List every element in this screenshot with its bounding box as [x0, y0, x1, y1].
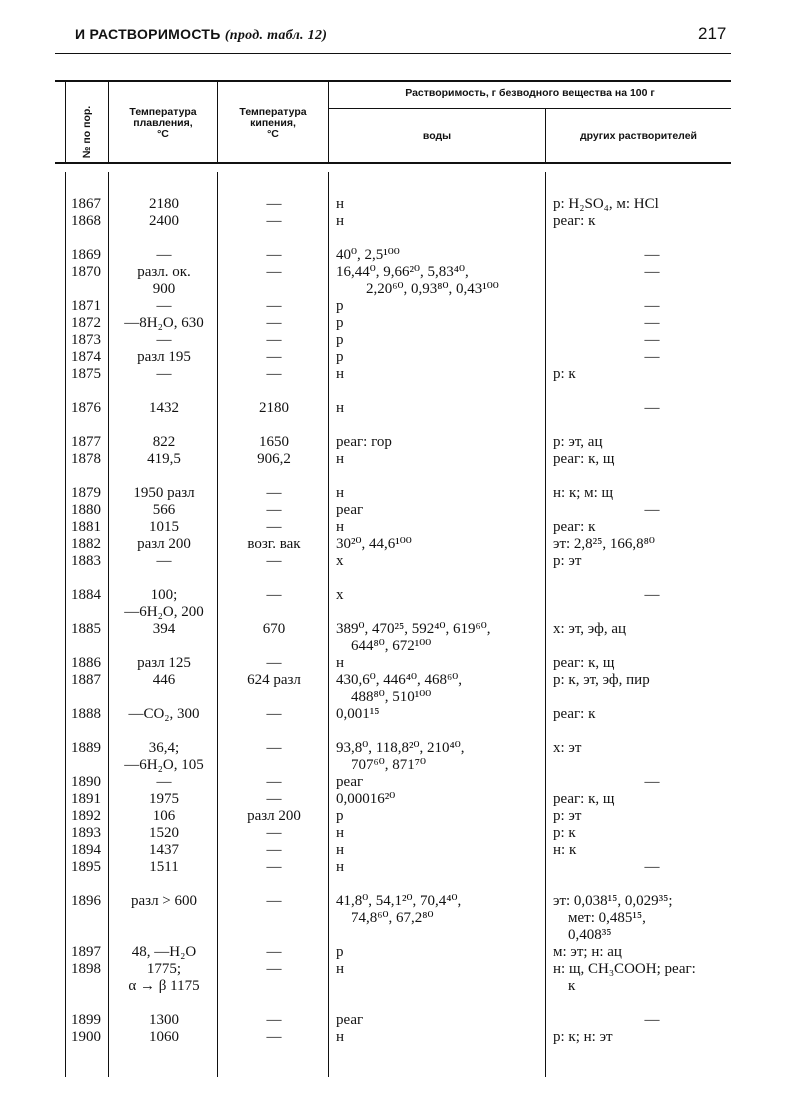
cell-other-solvents: — — [644, 502, 660, 518]
cell-melting-point: — — [156, 366, 172, 382]
cell-water-solubility: н — [336, 213, 345, 229]
table-row — [0, 944, 789, 961]
cell-other-solvents: — — [644, 332, 660, 348]
cell-other-solvents: реаг: к — [553, 519, 596, 535]
cell-number: 1868 — [71, 213, 101, 229]
cell-number: 1891 — [71, 791, 101, 807]
table-row — [0, 689, 789, 706]
cell-boiling-point: — — [266, 553, 282, 569]
cell-melting-point: —CO₂, 300 — [128, 706, 200, 722]
table-row — [0, 349, 789, 366]
cell-other-solvents: — — [644, 587, 660, 603]
cell-number: 1879 — [71, 485, 101, 501]
table-row — [0, 247, 789, 264]
cell-melting-point: — — [156, 553, 172, 569]
table-row — [0, 757, 789, 774]
cell-melting-point: — — [156, 774, 172, 790]
cell-boiling-point: — — [266, 213, 282, 229]
cell-other-solvents: р: H₂SO₄, м: HCl — [553, 196, 659, 212]
cell-number: 1870 — [71, 264, 101, 280]
cell-water-solubility: р — [336, 315, 344, 331]
table-row — [0, 434, 789, 451]
cell-water-solubility: н — [336, 519, 345, 535]
cell-number: 1880 — [71, 502, 101, 518]
header-boiling-line3: °С — [267, 128, 279, 140]
cell-water-solubility: 40⁰, 2,5¹⁰⁰ — [336, 247, 400, 263]
row-spacer — [0, 995, 789, 1012]
table-row — [0, 927, 789, 944]
table-row — [0, 264, 789, 281]
header-other: других растворителей — [579, 130, 697, 142]
header-melting — [109, 107, 217, 140]
cell-water-solubility: 74,8⁶⁰, 67,2⁸⁰ — [336, 910, 434, 926]
cell-melting-point: 1432 — [149, 400, 179, 416]
running-title — [75, 26, 327, 44]
cell-water-solubility: 30²⁰, 44,6¹⁰⁰ — [336, 536, 412, 552]
table-row — [0, 910, 789, 927]
cell-other-solvents: р: эт, ац — [553, 434, 603, 450]
cell-water-solubility: н — [336, 961, 345, 977]
cell-melting-point: — — [156, 298, 172, 314]
table-row — [0, 961, 789, 978]
table-row — [0, 1012, 789, 1029]
cell-number: 1885 — [71, 621, 101, 637]
cell-water-solubility: н — [336, 196, 345, 212]
cell-melting-point: —6H₂O, 105 — [124, 757, 204, 773]
cell-water-solubility: 93,8⁰, 118,8²⁰, 210⁴⁰, — [336, 740, 465, 756]
running-title-note: (прод. табл. 12) — [224, 28, 328, 43]
table-row — [0, 502, 789, 519]
cell-water-solubility: 0,001¹⁵ — [336, 706, 380, 722]
cell-melting-point: 36,4; — [148, 740, 180, 756]
cell-other-solvents: 0,408³⁵ — [553, 927, 612, 943]
cell-melting-point: — — [156, 332, 172, 348]
table-row — [0, 587, 789, 604]
cell-melting-point: 1437 — [149, 842, 179, 858]
cell-melting-point: 1775; — [146, 961, 182, 977]
header-number-label: № по пор. — [81, 105, 93, 159]
cell-melting-point: 48, —H₂O — [131, 944, 197, 960]
cell-water-solubility: р — [336, 349, 344, 365]
cell-melting-point: α → β 1175 — [128, 978, 200, 994]
cell-water-solubility: н — [336, 485, 345, 501]
cell-boiling-point: — — [266, 315, 282, 331]
cell-other-solvents: — — [644, 247, 660, 263]
cell-other-solvents: — — [644, 859, 660, 875]
row-spacer — [0, 417, 789, 434]
cell-water-solubility: 16,44⁰, 9,66²⁰, 5,83⁴⁰, — [336, 264, 469, 280]
cell-boiling-point: — — [266, 740, 282, 756]
table-row — [0, 604, 789, 621]
cell-water-solubility: р — [336, 808, 344, 824]
cell-number: 1875 — [71, 366, 101, 382]
column-rule — [65, 80, 66, 163]
cell-boiling-point: — — [266, 502, 282, 518]
header-solubility: Растворимость, г безводного вещества на 100 г — [405, 87, 655, 99]
cell-number: 1893 — [71, 825, 101, 841]
cell-number: 1892 — [71, 808, 101, 824]
subheader-rule — [328, 108, 731, 109]
cell-other-solvents: эт: 2,8²⁵, 166,8⁸⁰ — [553, 536, 655, 552]
cell-melting-point: —8H₂O, 630 — [124, 315, 204, 331]
cell-water-solubility: 430,6⁰, 446⁴⁰, 468⁶⁰, — [336, 672, 462, 688]
cell-number: 1897 — [71, 944, 101, 960]
cell-boiling-point: — — [266, 298, 282, 314]
cell-number: 1890 — [71, 774, 101, 790]
cell-boiling-point: 670 — [262, 621, 286, 637]
cell-melting-point: 2180 — [149, 196, 179, 212]
cell-melting-point: разл 200 — [137, 536, 191, 552]
cell-number: 1883 — [71, 553, 101, 569]
cell-number: 1884 — [71, 587, 101, 603]
cell-number: 1871 — [71, 298, 101, 314]
cell-melting-point: 106 — [152, 808, 176, 824]
cell-water-solubility: реаг: гор — [336, 434, 392, 450]
cell-number: 1877 — [71, 434, 101, 450]
cell-water-solubility: 644⁸⁰, 672¹⁰⁰ — [336, 638, 432, 654]
table-row — [0, 196, 789, 213]
cell-water-solubility: 41,8⁰, 54,1²⁰, 70,4⁴⁰, — [336, 893, 462, 909]
cell-boiling-point: — — [266, 247, 282, 263]
cell-water-solubility: реаг — [336, 1012, 364, 1028]
cell-other-solvents: — — [644, 774, 660, 790]
cell-boiling-point: 624 разл — [247, 672, 301, 688]
table-row — [0, 842, 789, 859]
cell-melting-point: 1520 — [149, 825, 179, 841]
cell-melting-point: разл 125 — [137, 655, 191, 671]
cell-boiling-point: — — [266, 944, 282, 960]
cell-water-solubility: 488⁸⁰, 510¹⁰⁰ — [336, 689, 432, 705]
cell-boiling-point: — — [266, 1029, 282, 1045]
cell-boiling-point: — — [266, 349, 282, 365]
table-row — [0, 655, 789, 672]
cell-other-solvents: н: к; м: щ — [553, 485, 614, 501]
cell-other-solvents: х: эт, эф, ац — [553, 621, 627, 637]
cell-water-solubility: н — [336, 366, 345, 382]
cell-water-solubility: реаг — [336, 502, 364, 518]
header-bottom-rule — [55, 162, 731, 164]
table-row — [0, 451, 789, 468]
header-boiling — [218, 107, 328, 140]
cell-other-solvents: реаг: к, щ — [553, 451, 615, 467]
table-row — [0, 536, 789, 553]
cell-other-solvents: р: эт — [553, 808, 582, 824]
cell-melting-point: 446 — [152, 672, 176, 688]
cell-number: 1898 — [71, 961, 101, 977]
table-body — [0, 196, 789, 1046]
cell-melting-point: разл. ок. — [137, 264, 191, 280]
cell-other-solvents: — — [644, 1012, 660, 1028]
cell-other-solvents: р: к — [553, 366, 576, 382]
cell-other-solvents: м: эт; н: ац — [553, 944, 622, 960]
table-row — [0, 332, 789, 349]
cell-other-solvents: реаг: к — [553, 213, 596, 229]
row-spacer — [0, 468, 789, 485]
cell-other-solvents: — — [644, 298, 660, 314]
cell-melting-point: разл > 600 — [130, 893, 198, 909]
cell-water-solubility: х — [336, 587, 344, 603]
cell-water-solubility: н — [336, 400, 345, 416]
cell-number: 1881 — [71, 519, 101, 535]
cell-other-solvents: мет: 0,485¹⁵, — [553, 910, 646, 926]
table-row — [0, 519, 789, 536]
header-melting-line3: °С — [157, 128, 169, 140]
cell-number: 1867 — [71, 196, 101, 212]
cell-other-solvents: р: к — [553, 825, 576, 841]
table-row — [0, 315, 789, 332]
cell-other-solvents: — — [644, 264, 660, 280]
cell-number: 1888 — [71, 706, 101, 722]
cell-number: 1895 — [71, 859, 101, 875]
cell-number: 1873 — [71, 332, 101, 348]
cell-water-solubility: н — [336, 842, 345, 858]
cell-number: 1899 — [71, 1012, 101, 1028]
cell-boiling-point: — — [266, 706, 282, 722]
table-row — [0, 672, 789, 689]
cell-boiling-point: возг. вак — [247, 536, 301, 552]
running-title-text: И РАСТВОРИМОСТЬ — [75, 26, 221, 42]
cell-boiling-point: разл 200 — [247, 808, 301, 824]
table-row — [0, 485, 789, 502]
cell-other-solvents: реаг: к — [553, 706, 596, 722]
table-row — [0, 740, 789, 757]
cell-water-solubility: р — [336, 332, 344, 348]
cell-other-solvents: к — [553, 978, 576, 994]
header-boiling-line2: кипения, — [250, 117, 296, 129]
cell-boiling-point: — — [266, 332, 282, 348]
cell-number: 1876 — [71, 400, 101, 416]
cell-melting-point: —6H₂O, 200 — [124, 604, 204, 620]
cell-other-solvents: р: эт — [553, 553, 582, 569]
cell-other-solvents: — — [644, 315, 660, 331]
cell-boiling-point: — — [266, 893, 282, 909]
table-row — [0, 400, 789, 417]
cell-boiling-point: — — [266, 519, 282, 535]
cell-other-solvents: — — [644, 400, 660, 416]
cell-number: 1872 — [71, 315, 101, 331]
cell-water-solubility: х — [336, 553, 344, 569]
cell-water-solubility: н — [336, 859, 345, 875]
table-row — [0, 706, 789, 723]
table-row — [0, 808, 789, 825]
cell-melting-point: 1511 — [149, 859, 179, 875]
table-row — [0, 774, 789, 791]
cell-other-solvents: р: к, эт, эф, пир — [553, 672, 650, 688]
cell-boiling-point: — — [266, 366, 282, 382]
cell-number: 1900 — [71, 1029, 101, 1045]
cell-water-solubility: 0,00016²⁰ — [336, 791, 396, 807]
cell-number: 1889 — [71, 740, 101, 756]
row-spacer — [0, 383, 789, 400]
cell-boiling-point: — — [266, 655, 282, 671]
cell-melting-point: 394 — [152, 621, 176, 637]
cell-boiling-point: — — [266, 859, 282, 875]
header-number — [78, 96, 96, 168]
cell-number: 1874 — [71, 349, 101, 365]
cell-melting-point: — — [156, 247, 172, 263]
table-row — [0, 553, 789, 570]
cell-boiling-point: — — [266, 825, 282, 841]
cell-number: 1894 — [71, 842, 101, 858]
cell-melting-point: 2400 — [149, 213, 179, 229]
cell-other-solvents: эт: 0,038¹⁵, 0,029³⁵; — [553, 893, 673, 909]
page-number: 217 — [698, 24, 727, 43]
header-melting-line2: плавления, — [133, 117, 193, 129]
cell-water-solubility: 2,20⁶⁰, 0,93⁸⁰, 0,43¹⁰⁰ — [336, 281, 499, 297]
cell-boiling-point: — — [266, 842, 282, 858]
cell-melting-point: разл 195 — [137, 349, 191, 365]
table-row — [0, 298, 789, 315]
table-row — [0, 859, 789, 876]
table-row — [0, 366, 789, 383]
cell-melting-point: 1060 — [149, 1029, 179, 1045]
cell-other-solvents: р: к; н: эт — [553, 1029, 613, 1045]
cell-number: 1869 — [71, 247, 101, 263]
table-row — [0, 281, 789, 298]
table-row — [0, 893, 789, 910]
cell-boiling-point: 906,2 — [257, 451, 291, 467]
cell-water-solubility: р — [336, 944, 344, 960]
row-spacer — [0, 230, 789, 247]
cell-melting-point: 900 — [152, 281, 176, 297]
cell-water-solubility: н — [336, 655, 345, 671]
cell-number: 1896 — [71, 893, 101, 909]
row-spacer — [0, 570, 789, 587]
cell-water-solubility: р — [336, 298, 344, 314]
cell-other-solvents: н: щ, CH₃COOH; реаг: — [553, 961, 696, 977]
cell-boiling-point: 2180 — [259, 400, 289, 416]
header-melting-line1: Температура — [129, 106, 197, 118]
cell-water-solubility: н — [336, 451, 345, 467]
cell-melting-point: 1300 — [149, 1012, 179, 1028]
table-row — [0, 825, 789, 842]
cell-melting-point: 1950 разл — [133, 485, 195, 501]
cell-boiling-point: — — [266, 485, 282, 501]
cell-melting-point: 1975 — [149, 791, 179, 807]
cell-water-solubility: 707⁶⁰, 871⁷⁰ — [336, 757, 426, 773]
row-spacer — [0, 876, 789, 893]
cell-other-solvents: — — [644, 349, 660, 365]
table-row — [0, 621, 789, 638]
table-top-rule — [55, 80, 731, 82]
row-spacer — [0, 723, 789, 740]
cell-boiling-point: — — [266, 961, 282, 977]
table-row — [0, 791, 789, 808]
cell-boiling-point: — — [266, 774, 282, 790]
table-row — [0, 213, 789, 230]
cell-melting-point: 1015 — [149, 519, 179, 535]
header-water: воды — [422, 130, 452, 142]
cell-number: 1886 — [71, 655, 101, 671]
cell-other-solvents: х: эт — [553, 740, 582, 756]
cell-melting-point: 100; — [150, 587, 178, 603]
cell-water-solubility: реаг — [336, 774, 364, 790]
table-row — [0, 1029, 789, 1046]
cell-water-solubility: н — [336, 1029, 345, 1045]
cell-number: 1878 — [71, 451, 101, 467]
cell-number: 1887 — [71, 672, 101, 688]
cell-boiling-point: 1650 — [259, 434, 289, 450]
top-rule — [55, 53, 731, 54]
table-row — [0, 638, 789, 655]
cell-other-solvents: реаг: к, щ — [553, 791, 615, 807]
cell-boiling-point: — — [266, 791, 282, 807]
cell-other-solvents: реаг: к, щ — [553, 655, 615, 671]
cell-boiling-point: — — [266, 587, 282, 603]
header-boiling-line1: Температура — [239, 106, 307, 118]
cell-boiling-point: — — [266, 264, 282, 280]
cell-water-solubility: н — [336, 825, 345, 841]
cell-boiling-point: — — [266, 196, 282, 212]
cell-melting-point: 822 — [152, 434, 176, 450]
cell-boiling-point: — — [266, 1012, 282, 1028]
cell-melting-point: 419,5 — [147, 451, 181, 467]
cell-melting-point: 566 — [152, 502, 176, 518]
cell-other-solvents: н: к — [553, 842, 577, 858]
table-row — [0, 978, 789, 995]
cell-water-solubility: 389⁰, 470²⁵, 592⁴⁰, 619⁶⁰, — [336, 621, 491, 637]
cell-number: 1882 — [71, 536, 101, 552]
